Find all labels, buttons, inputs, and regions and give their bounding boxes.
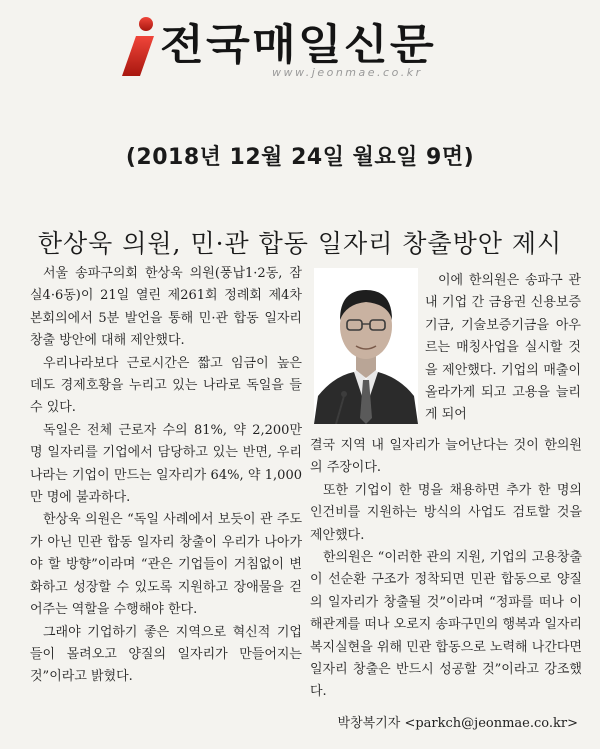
- article-paragraph: 이에 한의원은 송파구 관내 기업 간 금융권 신용보증기금, 기술보증기금을 아우르는 매칭사업을 실시할 것을 제안했다. 기업의 매출이 올라가게 되고 고용을 늘리게 되어: [425, 273, 581, 423]
- article-paragraph: 서울 송파구의회 한상욱 의원(풍납1·2동, 잠실4·6동)이 21일 열린 제261회 정례회 제4차 본회의에서 5분 발언을 통해 민·관 합동 일자리 창출 방안에 대해 제안했다.: [30, 266, 302, 349]
- article-paragraph: 그래야 기업하기 좋은 지역으로 혁신적 기업들이 몰려오고 양질의 일자리가 만들어지는 것”이라고 밝혔다.: [30, 624, 302, 685]
- newspaper-logo-icon: [116, 14, 162, 78]
- article-headline: 한상욱 의원, 민·관 합동 일자리 창출방안 제시: [37, 229, 563, 258]
- newspaper-name: 전국매일신문: [160, 20, 436, 69]
- article-paragraph: 한의원은 “이러한 관의 지원, 기업의 고용창출이 선순환 구조가 정착되면 민관 합동으로 양질의 일자리가 창출될 것”이라며 “정파를 떠나 이해관계를 떠나 오로지 송파구민의 행복과 일자리 복지실현을 위해 민관 합동으로 노력해 나간다면 일자리 창출은 반드시 성공할 것”이라고 강조했다.: [310, 550, 582, 700]
- article-paragraph: 결국 지역 내 일자리가 늘어난다는 것이 한의원의 주장이다.: [310, 438, 582, 476]
- masthead: [0, 0, 600, 110]
- article-column-right-top: [425, 270, 581, 427]
- article-paragraph: 한상욱 의원은 “독일 사례에서 보듯이 관 주도가 아닌 민관 합동 일자리 창출이 우리가 나아가야 할 방향”이라며 “관은 기업들이 거침없이 변화하고 성장할 수 있도록 지원하고 장애물을 걷어주는 역할을 수행해야 한다.: [30, 512, 302, 618]
- article-column-right-bottom: [310, 435, 582, 704]
- article-paragraph: 독일은 전체 근로자 수의 81%, 약 2,200만 명 일자리를 기업에서 담당하고 있는 반면, 우리나라는 기업이 만드는 일자리가 64%, 약 1,000만 명에 불과하다.: [30, 422, 302, 506]
- article-paragraph: 또한 기업이 한 명을 채용하면 추가 한 명의 인건비를 지원하는 방식의 사업도 검토할 것을 제안했다.: [310, 482, 582, 543]
- publication-date: (2018년 12월 24일 월요일 9면): [125, 145, 475, 170]
- newspaper-url: www.jeonmae.co.kr: [272, 66, 423, 79]
- article-column-left: [30, 263, 302, 689]
- article-paragraph: 우리나라보다 근로시간은 짧고 임금이 높은 데도 경제호황을 누리고 있는 나라로 독일을 들 수 있다.: [30, 355, 302, 416]
- reporter-byline: 박창복기자 <parkch@jeonmae.co.kr>: [337, 716, 578, 731]
- councilor-portrait-photo: [314, 268, 418, 424]
